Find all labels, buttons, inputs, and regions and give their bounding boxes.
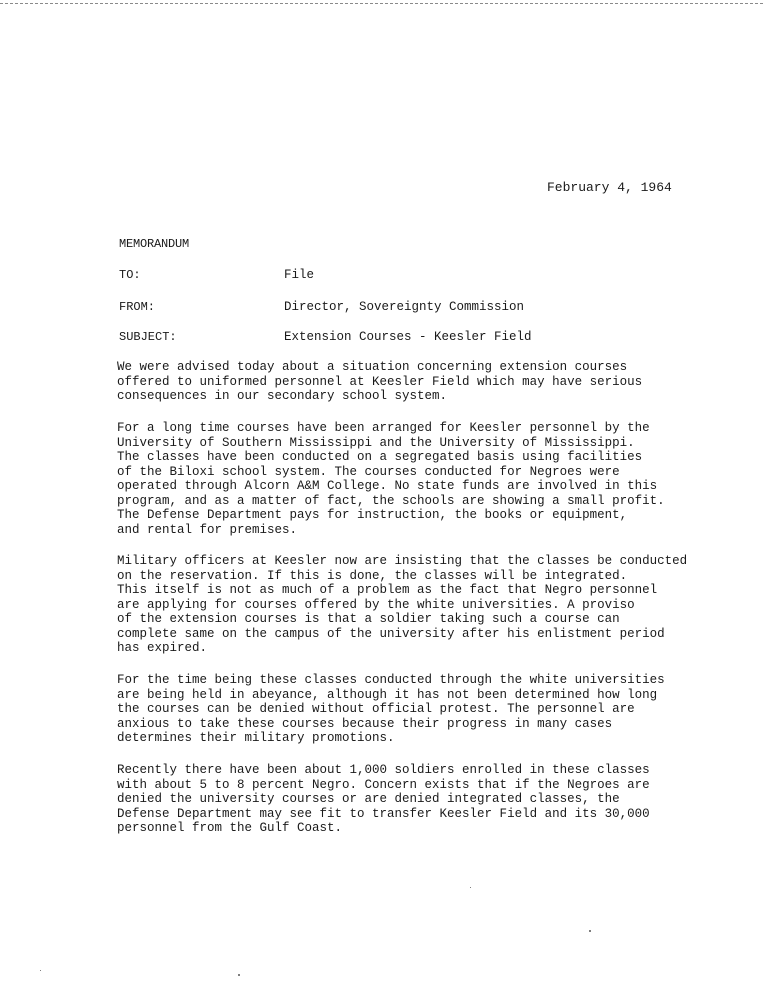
paragraph-line: University of Southern Mississippi and the University of Mississippi. [117, 435, 635, 450]
paragraph-line: personnel from the Gulf Coast. [117, 821, 343, 835]
paragraph-line: anxious to take these courses because their progress in many cases [117, 716, 613, 731]
paragraph-line: of the extension courses is that a soldier taking such a course can [117, 612, 620, 626]
from-label: FROM: [119, 300, 156, 314]
paragraph-line: of the Biloxi school system. The courses conducted for Negroes were [117, 464, 620, 479]
scan-speck [589, 930, 591, 932]
body-paragraph-3 [117, 554, 707, 656]
paragraph-line: determines their military promotions. [117, 731, 395, 745]
to-label: TO: [119, 268, 141, 282]
paragraph-line: operated through Alcorn A&M College. No state funds are involved in this [117, 479, 658, 493]
paragraph-line: has expired. [117, 641, 208, 655]
paragraph-line: on the reservation. If this is done, the classes will be integrated. [117, 568, 628, 583]
memo-heading: MEMORANDUM [119, 237, 190, 251]
paragraph-line: Recently there have been about 1,000 soldiers enrolled in these classes [117, 763, 650, 777]
paragraph-line: offered to uniformed personnel at Keesler Field which may have serious [117, 374, 643, 389]
paragraph-line: with about 5 to 8 percent Negro. Concern exists that if the Negroes are [117, 777, 650, 792]
scan-speck [470, 887, 471, 888]
paragraph-line: complete same on the campus of the university after his enlistment period [117, 626, 665, 641]
page-top-edge [0, 3, 763, 4]
body-paragraph-1 [117, 360, 707, 404]
body-paragraph-5 [117, 763, 707, 836]
paragraph-line: the courses can be denied without official protest. The personnel are [117, 702, 635, 716]
paragraph-line: Defense Department may see fit to transfer Keesler Field and its 30,000 [117, 806, 650, 821]
paragraph-line: For the time being these classes conducted through the white universities [117, 673, 665, 687]
memo-date: February 4, 1964 [547, 180, 672, 195]
paragraph-line: The Defense Department pays for instruction, the books or equipment, [117, 508, 628, 522]
subject-label: SUBJECT: [119, 330, 177, 344]
to-value: File [284, 268, 315, 282]
scan-speck [40, 970, 41, 971]
body-paragraph-4 [117, 673, 707, 746]
paragraph-line: This itself is not as much of a problem as the fact that Negro personnel [117, 583, 658, 597]
subject-value: Extension Courses - Keesler Field [284, 330, 532, 344]
paragraph-line: are being held in abeyance, although it has not been determined how long [117, 687, 658, 702]
paragraph-line: For a long time courses have been arranged for Keesler personnel by the [117, 421, 650, 435]
paragraph-line: Military officers at Keesler now are insisting that the classes be conducted [117, 554, 688, 568]
from-value: Director, Sovereignty Commission [284, 300, 525, 314]
paragraph-line: consequences in our secondary school system. [117, 389, 448, 403]
paragraph-line: are applying for courses offered by the white universities. A proviso [117, 597, 635, 612]
paragraph-line: denied the university courses or are denied integrated classes, the [117, 792, 620, 806]
body-paragraph-2 [117, 421, 707, 537]
scan-speck [238, 974, 240, 976]
paragraph-line: and rental for premises. [117, 522, 298, 537]
paragraph-line: program, and as a matter of fact, the schools are showing a small profit. [117, 493, 665, 508]
paragraph-line: We were advised today about a situation concerning extension courses [117, 360, 628, 374]
paragraph-line: The classes have been conducted on a segregated basis using facilities [117, 450, 643, 464]
